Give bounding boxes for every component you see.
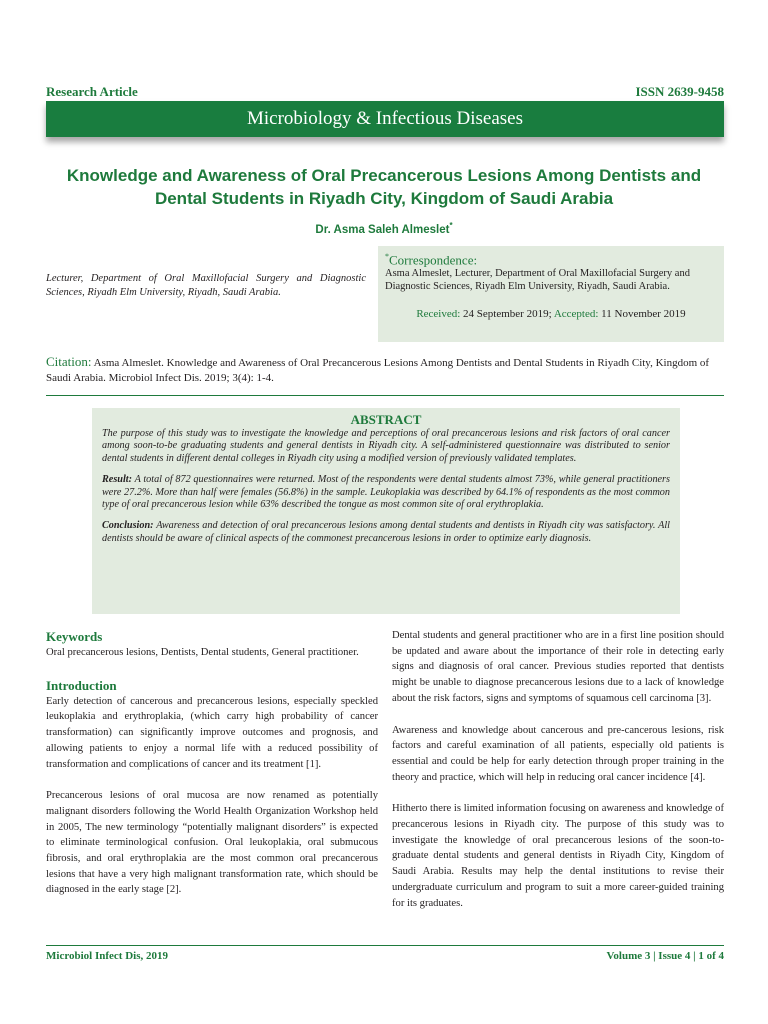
correspondence-text: Asma Almeslet, Lecturer, Department of Oral Maxillofacial Surgery and Diagnostic Sciences, Riyadh Elm University, Riyadh, Saudi Arabia.: [385, 267, 690, 293]
issn-label: ISSN 2639-9458: [635, 84, 724, 99]
citation-label: Citation:: [46, 354, 92, 369]
footer-divider: [46, 945, 724, 946]
body-paragraph: Hitherto there is limited information focusing on awareness and knowledge of precancerous lesions in Riyadh city. The purpose of this study was to investigate the knowledge of oral precancerous lesions of the soon-to- graduate dental students and general dentists in Riyadh City, Kingdom of Saudi Arabia. Results may help the dental institutions to revise their undergraduate curriculum and program to suit a more career-guided training for its graduates.: [392, 803, 724, 909]
accepted-label: Accepted:: [553, 307, 599, 320]
right-column: [392, 628, 724, 927]
keywords-text: Oral precancerous lesions, Dentists, Dental students, General practitioner.: [46, 647, 359, 658]
received-label: Received:: [416, 307, 461, 320]
accepted-date: 11 November 2019: [601, 307, 686, 320]
author-name: Dr. Asma Saleh Almeslet: [315, 223, 450, 236]
citation: [46, 354, 724, 386]
introduction-paragraph: Precancerous lesions of oral mucosa are now renamed as potentially malignant disorders following the World Health Organization Workshop held in 2005, The new terminology “potentially malignant disorders” is expected to eliminate terminological confusion. Oral leukoplakia, oral submucous fibrosis, and oral erythroplakia are the most common oral precancerous lesions that have a very high malignant transformation rate, which should be diagnosed in the early stage [2].: [46, 790, 378, 896]
journal-banner: [46, 101, 724, 137]
correspondence-heading: *Correspondence:: [385, 252, 478, 268]
abstract-intro: The purpose of this study was to investigate the knowledge and perceptions of oral precancerous lesions and risk factors of oral cancer among soon-to-be graduating students and general dentists in Riyadh city. A self-administered questionnaire was distributed to senior dental students in different dental colleges in Riyadh city using a modified version of previously validated templates.: [102, 428, 670, 464]
author-mark: *: [449, 221, 453, 230]
dates-line: [385, 308, 717, 322]
correspondence-box: [378, 246, 724, 342]
citation-text: Asma Almeslet. Knowledge and Awareness of Oral Precancerous Lesions Among Dentists and Dental Students in Riyadh City, Kingdom of Saudi Arabia. Microbiol Infect Dis. 2019; 3(4): 1-4.: [46, 357, 710, 384]
body-paragraph: Awareness and knowledge about cancerous and pre-cancerous lesions, risk factors and careful examination of all patients, especially old patients is essential and could be help for early detection through proper training in the theory and practice, which will help in reducing oral cancer incidence [4].: [392, 724, 724, 783]
affiliation: Lecturer, Department of Oral Maxillofacial Surgery and Diagnostic Sciences, Riyadh Elm University, Riyadh, Saudi Arabia.: [46, 273, 366, 298]
received-date: 24 September 2019;: [463, 307, 552, 320]
keywords-heading: Keywords: [46, 629, 103, 644]
footer-journal: Microbiol Infect Dis, 2019: [46, 950, 169, 962]
introduction-heading: Introduction: [46, 677, 117, 693]
footer-page-info: Volume 3 | Issue 4 | 1 of 4: [606, 950, 724, 962]
body-paragraph: Dental students and general practitioner who are in a first line position should be updated and aware about the importance of their role in detecting early signs and diagnosis of oral cancer. Previous studies reported that dentists might be unable to diagnose precancerous lesions due to a lack of knowledge about the risk factors, signs and symptoms of squamous cell carcinoma [3].: [392, 630, 724, 704]
abstract-box: [92, 408, 680, 614]
left-column: [46, 628, 378, 914]
author-line: [0, 221, 768, 236]
divider: [46, 395, 724, 396]
article-title: Knowledge and Awareness of Oral Precancerous Lesions Among Dentists and Dental Students in Riyadh City, Kingdom of Saudi Arabia: [66, 166, 702, 208]
introduction-paragraph: Early detection of cancerous and precancerous lesions, especially speckled leukoplakia and erythroplakia, (which carry high probability of cancer transformation) can significantly improve outcomes and prognosis, and allowing patients to enjoy a normal life with a reduced possibility of transformation and complications of cancer and its treatment [1].: [46, 695, 378, 770]
article-type-label: Research Article: [46, 84, 138, 99]
abstract-heading: ABSTRACT: [350, 412, 422, 427]
journal-name: Microbiology & Infectious Diseases: [247, 108, 523, 129]
abstract-conclusion: Conclusion: Awareness and detection of oral precancerous lesions among dental students and dentists in Riyadh city was satisfactory. All dentists should be aware of clinical aspects of the commonest precancerous lesions in order to optimize early diagnosis.: [102, 520, 670, 544]
abstract-result: Result: A total of 872 questionnaires were returned. Most of the respondents were dental students almost 73%, while general practitioners were 27.2%. More than half were females (56.8%) in the sample. Leukoplakia was described by 64.1% of respondents as the most common type of oral precancerous lesion while 63% described the tongue as most common site of oral erythroplakia.: [102, 474, 670, 511]
